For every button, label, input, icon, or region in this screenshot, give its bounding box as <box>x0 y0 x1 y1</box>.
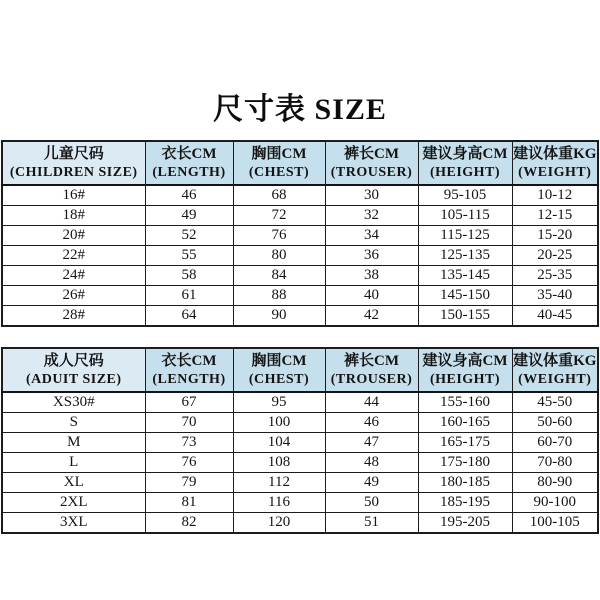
measurement-cell: 68 <box>233 185 325 206</box>
size-label-cell: S <box>2 413 145 433</box>
measurement-cell: 50 <box>325 493 418 513</box>
size-label-cell: 22# <box>2 246 145 266</box>
measurement-cell: 185-195 <box>418 493 512 513</box>
size-label-cell: 28# <box>2 306 145 327</box>
column-header-en: (WEIGHT) <box>518 165 592 181</box>
measurement-cell: 115-125 <box>418 226 512 246</box>
measurement-cell: 70 <box>145 413 233 433</box>
measurement-cell: 81 <box>145 493 233 513</box>
column-header-zh: 胸围CM <box>251 146 307 163</box>
size-label-cell: 3XL <box>2 513 145 534</box>
table-row <box>2 453 598 473</box>
table-row <box>2 246 598 266</box>
measurement-cell: 175-180 <box>418 453 512 473</box>
column-header-zh: 裤长CM <box>344 146 399 163</box>
measurement-cell: 108 <box>233 453 325 473</box>
table-row <box>2 473 598 493</box>
measurement-cell: 90-100 <box>512 493 598 513</box>
column-header-height <box>418 141 512 185</box>
measurement-cell: 40-45 <box>512 306 598 327</box>
measurement-cell: 112 <box>233 473 325 493</box>
column-header-trouser <box>325 141 418 185</box>
measurement-cell: 42 <box>325 306 418 327</box>
measurement-cell: 100-105 <box>512 513 598 534</box>
measurement-cell: 195-205 <box>418 513 512 534</box>
measurement-cell: 82 <box>145 513 233 534</box>
column-header-chest <box>233 141 325 185</box>
column-header-en: (HEIGHT) <box>429 165 501 181</box>
measurement-cell: 125-135 <box>418 246 512 266</box>
column-header-zh: 建议体重KG <box>513 146 597 163</box>
measurement-cell: 25-35 <box>512 266 598 286</box>
column-header-length <box>145 348 233 392</box>
measurement-cell: 100 <box>233 413 325 433</box>
measurement-cell: 46 <box>145 185 233 206</box>
children-table-body <box>2 185 598 326</box>
adult-table-body <box>2 392 598 533</box>
column-header-zh: 裤长CM <box>344 353 399 370</box>
size-label-cell: 20# <box>2 226 145 246</box>
measurement-cell: 150-155 <box>418 306 512 327</box>
column-header-en: (CHEST) <box>248 165 310 181</box>
measurement-cell: 155-160 <box>418 392 512 413</box>
measurement-cell: 20-25 <box>512 246 598 266</box>
measurement-cell: 76 <box>233 226 325 246</box>
measurement-cell: 50-60 <box>512 413 598 433</box>
table-row <box>2 392 598 413</box>
measurement-cell: 30 <box>325 185 418 206</box>
size-label-cell: 16# <box>2 185 145 206</box>
measurement-cell: 95 <box>233 392 325 413</box>
children-size-table <box>1 140 599 327</box>
column-header-weight <box>512 141 598 185</box>
adult-header-row <box>2 348 598 392</box>
column-header-zh: 衣长CM <box>161 146 217 163</box>
size-label-cell: 24# <box>2 266 145 286</box>
size-label-cell: 26# <box>2 286 145 306</box>
column-header-zh: 建议身高CM <box>422 353 508 370</box>
measurement-cell: 61 <box>145 286 233 306</box>
size-label-cell: M <box>2 433 145 453</box>
measurement-cell: 15-20 <box>512 226 598 246</box>
measurement-cell: 76 <box>145 453 233 473</box>
measurement-cell: 51 <box>325 513 418 534</box>
measurement-cell: 135-145 <box>418 266 512 286</box>
column-header-zh: 建议体重KG <box>513 353 597 370</box>
table-row <box>2 286 598 306</box>
column-header-zh: 胸围CM <box>251 353 307 370</box>
measurement-cell: 180-185 <box>418 473 512 493</box>
size-label-cell: XS30# <box>2 392 145 413</box>
measurement-cell: 38 <box>325 266 418 286</box>
measurement-cell: 55 <box>145 246 233 266</box>
measurement-cell: 160-165 <box>418 413 512 433</box>
measurement-cell: 120 <box>233 513 325 534</box>
measurement-cell: 45-50 <box>512 392 598 413</box>
measurement-cell: 44 <box>325 392 418 413</box>
table-row <box>2 513 598 534</box>
page-title: 尺寸表 SIZE <box>213 93 387 126</box>
measurement-cell: 67 <box>145 392 233 413</box>
column-header-en: (CHEST) <box>248 372 310 388</box>
measurement-cell: 145-150 <box>418 286 512 306</box>
measurement-cell: 40 <box>325 286 418 306</box>
column-header-en: (ADUIT SIZE) <box>25 372 122 388</box>
table-row <box>2 185 598 206</box>
measurement-cell: 12-15 <box>512 206 598 226</box>
table-row <box>2 493 598 513</box>
measurement-cell: 35-40 <box>512 286 598 306</box>
column-header-chest <box>233 348 325 392</box>
column-header-en: (TROUSER) <box>330 372 413 388</box>
measurement-cell: 90 <box>233 306 325 327</box>
column-header-height <box>418 348 512 392</box>
measurement-cell: 47 <box>325 433 418 453</box>
measurement-cell: 80-90 <box>512 473 598 493</box>
measurement-cell: 64 <box>145 306 233 327</box>
table-row <box>2 206 598 226</box>
size-label-cell: XL <box>2 473 145 493</box>
measurement-cell: 49 <box>145 206 233 226</box>
measurement-cell: 79 <box>145 473 233 493</box>
size-label-cell: 18# <box>2 206 145 226</box>
measurement-cell: 165-175 <box>418 433 512 453</box>
measurement-cell: 48 <box>325 453 418 473</box>
column-header-en: (HEIGHT) <box>429 372 501 388</box>
column-header-zh: 成人尺码 <box>43 353 104 370</box>
column-header-zh: 建议身高CM <box>422 146 508 163</box>
size-label-cell: L <box>2 453 145 473</box>
measurement-cell: 60-70 <box>512 433 598 453</box>
measurement-cell: 72 <box>233 206 325 226</box>
column-header-length <box>145 141 233 185</box>
table-row <box>2 226 598 246</box>
column-header-trouser <box>325 348 418 392</box>
column-header-children-size <box>2 141 145 185</box>
measurement-cell: 52 <box>145 226 233 246</box>
children-header-row <box>2 141 598 185</box>
table-row <box>2 413 598 433</box>
column-header-en: (LENGTH) <box>152 165 226 181</box>
measurement-cell: 95-105 <box>418 185 512 206</box>
column-header-en: (LENGTH) <box>152 372 226 388</box>
measurement-cell: 46 <box>325 413 418 433</box>
measurement-cell: 36 <box>325 246 418 266</box>
measurement-cell: 84 <box>233 266 325 286</box>
measurement-cell: 116 <box>233 493 325 513</box>
table-row <box>2 266 598 286</box>
column-header-zh: 儿童尺码 <box>43 146 104 163</box>
column-header-weight <box>512 348 598 392</box>
measurement-cell: 58 <box>145 266 233 286</box>
size-label-cell: 2XL <box>2 493 145 513</box>
measurement-cell: 104 <box>233 433 325 453</box>
measurement-cell: 32 <box>325 206 418 226</box>
column-header-en: (WEIGHT) <box>518 372 592 388</box>
table-row <box>2 306 598 327</box>
adult-size-table <box>1 347 599 534</box>
measurement-cell: 73 <box>145 433 233 453</box>
column-header-en: (CHILDREN SIZE) <box>9 165 138 181</box>
measurement-cell: 10-12 <box>512 185 598 206</box>
measurement-cell: 49 <box>325 473 418 493</box>
measurement-cell: 105-115 <box>418 206 512 226</box>
column-header-en: (TROUSER) <box>330 165 413 181</box>
table-row <box>2 433 598 453</box>
measurement-cell: 34 <box>325 226 418 246</box>
measurement-cell: 88 <box>233 286 325 306</box>
column-header-zh: 衣长CM <box>161 353 217 370</box>
measurement-cell: 80 <box>233 246 325 266</box>
column-header-adult-size <box>2 348 145 392</box>
measurement-cell: 70-80 <box>512 453 598 473</box>
